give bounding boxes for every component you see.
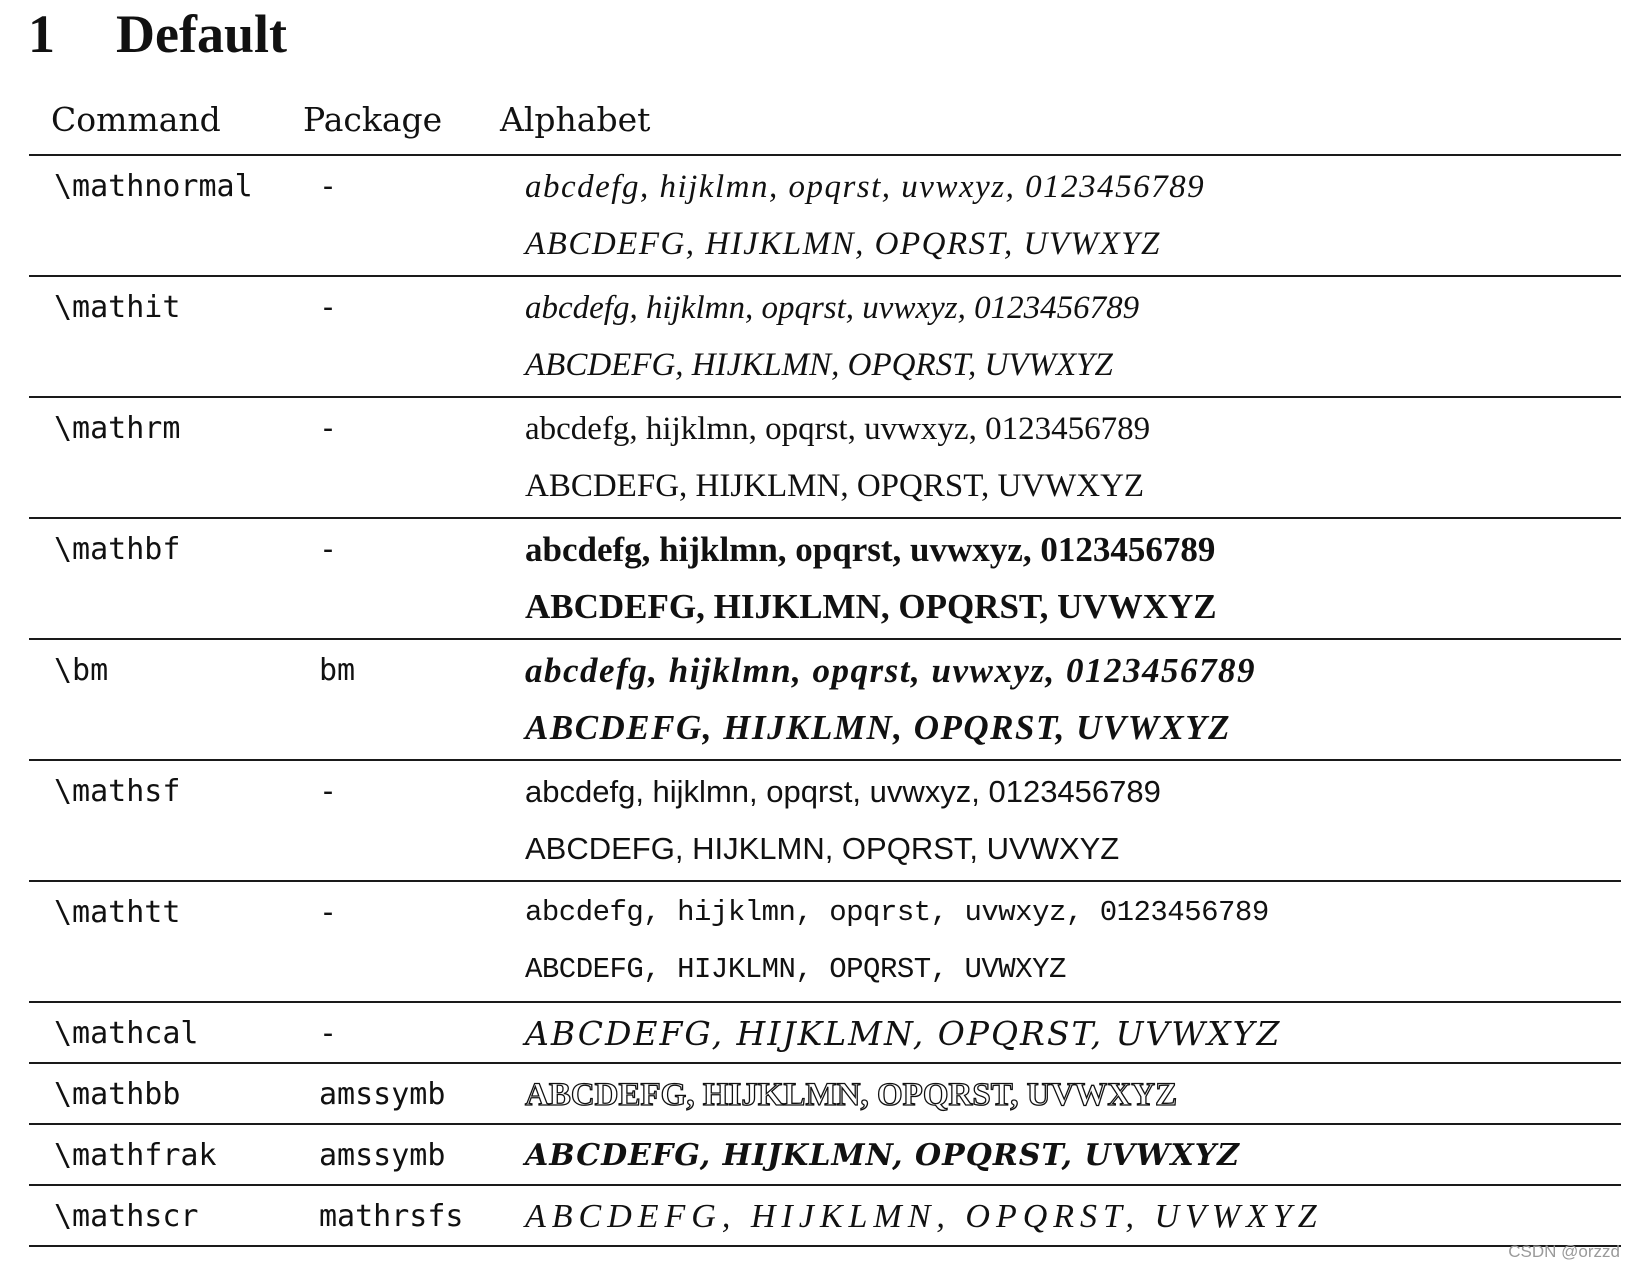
table-row-mathfrak — [29, 1125, 1621, 1186]
section-number: 1 — [28, 4, 55, 64]
command-cell: \mathrm — [54, 411, 181, 446]
section-title: Default — [116, 4, 287, 64]
alphabet-uppercase-sample: ABCDEFG, HIJKLMN, OPQRST, UVWXYZ — [525, 226, 1161, 262]
package-cell: amssymb — [319, 1138, 446, 1173]
column-header-alphabet: Alphabet — [500, 100, 651, 139]
table-row-mathrm — [29, 398, 1621, 519]
table-row-mathbf — [29, 519, 1621, 640]
column-header-command: Command — [51, 100, 221, 139]
alphabet-lowercase-sample: abcdefg, hijklmn, opqrst, uvwxyz, 0123456789 — [525, 411, 1151, 447]
command-cell: \mathcal — [54, 1016, 199, 1051]
package-cell: mathrsfs — [319, 1199, 464, 1234]
command-cell: \mathbf — [54, 532, 181, 567]
command-cell: \mathnormal — [54, 169, 253, 204]
table-row-mathscr — [29, 1186, 1621, 1247]
table-row-mathsf — [29, 761, 1621, 882]
alphabet-uppercase-sample: ABCDEFG, HIJKLMN, OPQRST, UVWXYZ — [525, 1138, 1241, 1173]
column-header-package: Package — [303, 100, 443, 139]
alphabet-uppercase-sample: ABCDEFG, HIJKLMN, OPQRST, UVWXYZ — [525, 831, 1120, 866]
command-cell: \mathsf — [54, 774, 181, 809]
package-cell: - — [319, 290, 338, 325]
package-cell: - — [319, 411, 338, 446]
alphabet-lowercase-sample: abcdefg, hijklmn, opqrst, uvwxyz, 0123456789 — [525, 530, 1216, 569]
command-cell: \bm — [54, 653, 109, 688]
table-row-mathcal — [29, 1003, 1621, 1064]
alphabet-uppercase-sample: ABCDEFG, HIJKLMN, OPQRST, UVWXYZ — [525, 468, 1145, 504]
command-cell: \mathfrak — [54, 1138, 217, 1173]
alphabet-lowercase-sample: abcdefg, hijklmn, opqrst, uvwxyz, 0123456789 — [525, 169, 1206, 205]
command-cell: \mathit — [54, 290, 181, 325]
alphabet-lowercase-sample: abcdefg, hijklmn, opqrst, uvwxyz, 0123456789 — [525, 896, 1269, 929]
alphabet-uppercase-sample: ABCDEFG, HIJKLMN, OPQRST, UVWXYZ — [525, 347, 1113, 383]
alphabet-uppercase-sample: ABCDEFG, HIJKLMN, OPQRST, UVWXYZ — [525, 1014, 1282, 1053]
package-cell: amssymb — [319, 1077, 446, 1112]
package-cell: - — [319, 532, 338, 567]
command-cell: \mathscr — [54, 1199, 199, 1234]
alphabet-lowercase-sample: abcdefg, hijklmn, opqrst, uvwxyz, 0123456789 — [525, 651, 1257, 690]
table-row-mathbb — [29, 1064, 1621, 1125]
alphabet-lowercase-sample: abcdefg, hijklmn, opqrst, uvwxyz, 0123456789 — [525, 774, 1161, 809]
alphabet-uppercase-sample: ABCDEFG, HIJKLMN, OPQRST, UVWXYZ — [525, 1077, 1178, 1113]
alphabet-lowercase-sample: abcdefg, hijklmn, opqrst, uvwxyz, 0123456789 — [525, 290, 1140, 326]
alphabet-uppercase-sample: ABCDEFG, HIJKLMN, OPQRST, UVWXYZ — [525, 708, 1231, 747]
alphabet-uppercase-sample: ABCDEFG, HIJKLMN, OPQRST, UVWXYZ — [525, 953, 1066, 986]
table-row-mathnormal — [29, 156, 1621, 277]
watermark: CSDN @orzzd — [1508, 1242, 1620, 1261]
alphabet-uppercase-sample: ABCDEFG, HIJKLMN, OPQRST, UVWXYZ — [525, 1198, 1323, 1235]
package-cell: - — [319, 774, 338, 809]
package-cell: bm — [319, 653, 356, 688]
command-cell: \mathbb — [54, 1077, 181, 1112]
package-cell: - — [319, 169, 338, 204]
section-heading — [28, 4, 287, 64]
package-cell: - — [319, 895, 338, 930]
alphabet-uppercase-sample: ABCDEFG, HIJKLMN, OPQRST, UVWXYZ — [525, 587, 1217, 626]
package-cell: - — [319, 1016, 338, 1051]
table-row-mathit — [29, 277, 1621, 398]
font-command-table — [29, 92, 1621, 1247]
table-header — [29, 92, 1621, 156]
table-row-bm — [29, 640, 1621, 761]
command-cell: \mathtt — [54, 895, 181, 930]
table-row-mathtt — [29, 882, 1621, 1003]
